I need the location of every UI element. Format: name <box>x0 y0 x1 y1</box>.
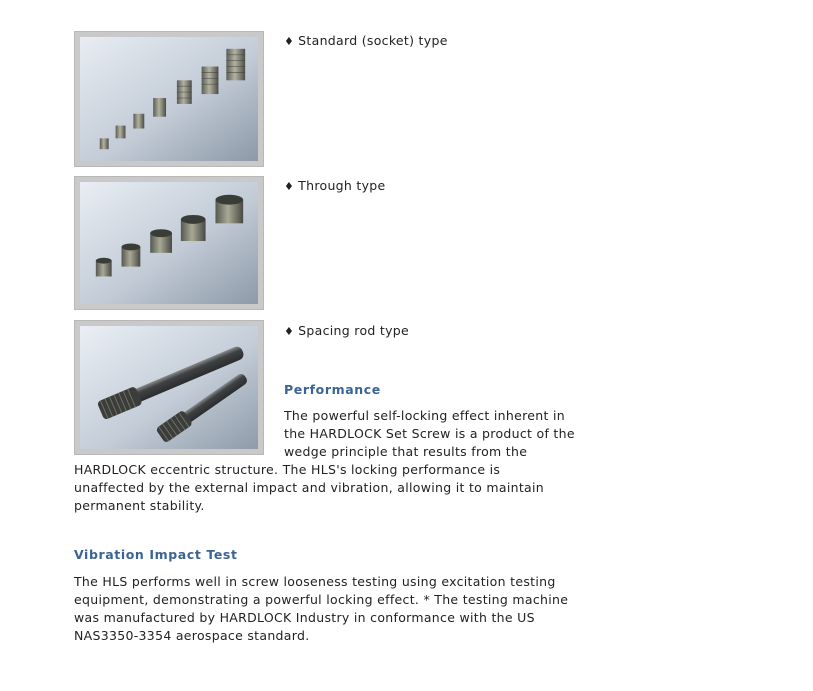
paragraph-line: unaffected by the external impact and vibration, allowing it to maintain <box>74 480 544 495</box>
paragraph-line: wedge principle that results from the <box>284 444 528 459</box>
vibration-impact-test-heading: Vibration Impact Test <box>74 547 238 562</box>
paragraph-line: NAS3350-3354 aerospace standard. <box>74 628 310 643</box>
paragraph-line: The HLS performs well in screw looseness testing using excitation testing <box>74 574 556 589</box>
through-type-screws-image <box>74 176 264 310</box>
paragraph-line: permanent stability. <box>74 498 205 513</box>
spacing-rod-photo <box>80 326 258 449</box>
standard-socket-screws-photo <box>80 37 258 161</box>
diamond-bullet-icon: ♦ <box>284 325 295 338</box>
diamond-bullet-icon: ♦ <box>284 35 295 48</box>
type-label-text: Standard (socket) type <box>298 33 448 48</box>
performance-paragraph-part1 <box>284 407 575 461</box>
spacing-rod-type-label <box>284 323 409 338</box>
standard-socket-screws-image <box>74 31 264 167</box>
through-type-label <box>284 178 386 193</box>
type-label-text: Through type <box>298 178 386 193</box>
standard-socket-type-label <box>284 33 448 48</box>
vibration-paragraph <box>74 573 568 645</box>
type-label-text: Spacing rod type <box>298 323 410 338</box>
paragraph-line: The powerful self-locking effect inherent in <box>284 408 565 423</box>
performance-heading: Performance <box>284 382 381 397</box>
paragraph-line: equipment, demonstrating a powerful locking effect. * The testing machine <box>74 592 569 607</box>
paragraph-line: HARDLOCK eccentric structure. The HLS's locking performance is <box>74 462 501 477</box>
paragraph-line: was manufactured by HARDLOCK Industry in conformance with the US <box>74 610 535 625</box>
performance-paragraph-part2 <box>74 461 544 515</box>
paragraph-line: the HARDLOCK Set Screw is a product of the <box>284 426 575 441</box>
through-type-screws-photo <box>80 182 258 304</box>
diamond-bullet-icon: ♦ <box>284 180 295 193</box>
spacing-rod-image <box>74 320 264 455</box>
